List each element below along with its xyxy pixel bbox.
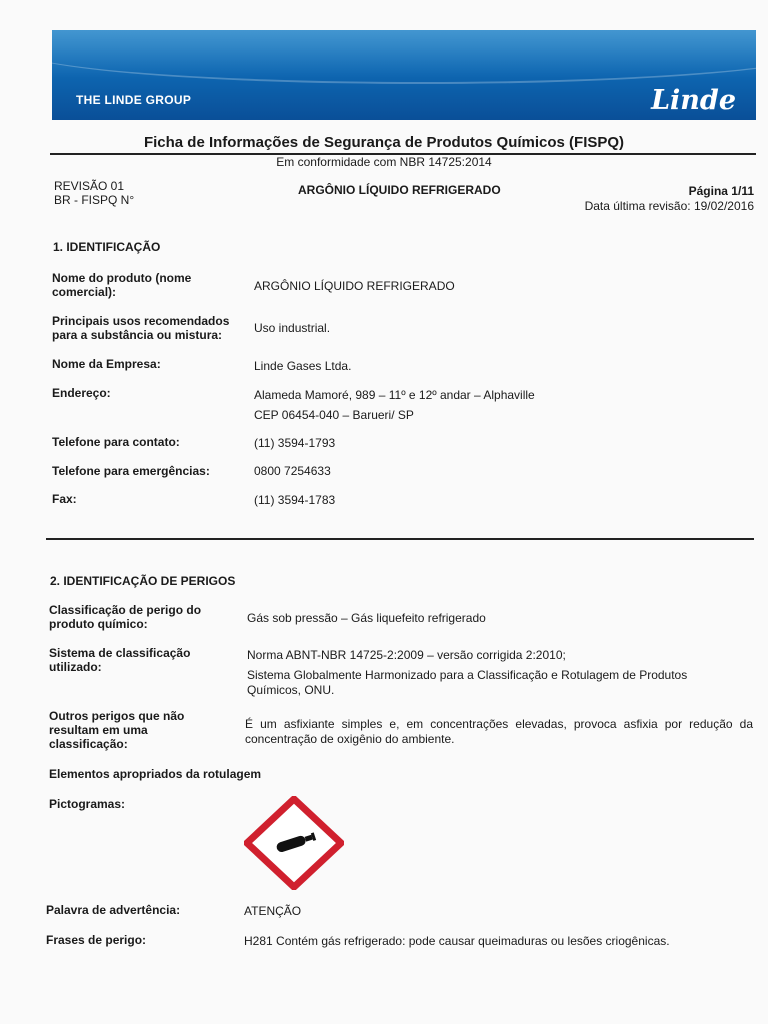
page-label: Página 1/11 — [688, 184, 754, 198]
document-title: Ficha de Informações de Segurança de Produtos Químicos (FISPQ) — [143, 134, 625, 151]
address-label: Endereço: — [52, 386, 111, 400]
classification-label: Classificação de perigo do produto químico: — [49, 603, 202, 631]
last-revision: Data última revisão: 19/02/2016 — [584, 199, 754, 213]
uses-value: Uso industrial. — [254, 321, 331, 335]
pictograms-label: Pictogramas: — [49, 797, 126, 811]
fispq-number: BR - FISPQ N° — [54, 193, 135, 207]
revision: REVISÃO 01 — [54, 179, 125, 193]
address-line1: Alameda Mamoré, 989 – 11º e 12º andar – Alphaville — [254, 388, 535, 402]
hazard-statement: H281 Contém gás refrigerado: pode causar queimaduras ou lesões criogênicas. — [244, 934, 670, 948]
classification-value: Gás sob pressão – Gás liquefeito refrigerado — [247, 611, 486, 625]
section-divider — [46, 538, 754, 540]
system-line1: Norma ABNT-NBR 14725-2:2009 – versão corrigida 2:2010; — [247, 648, 566, 662]
company-label: Nome da Empresa: — [52, 357, 161, 371]
fax-label: Fax: — [52, 492, 77, 506]
product-name-label: Nome do produto (nome comercial): — [52, 271, 192, 299]
signal-word-label: Palavra de advertência: — [46, 903, 181, 917]
product-name-value: ARGÔNIO LÍQUIDO REFRIGERADO — [254, 279, 455, 293]
header-banner — [52, 30, 756, 120]
fax-value: (11) 3594-1783 — [254, 493, 336, 507]
section1-heading: 1. IDENTIFICAÇÃO — [53, 240, 161, 254]
emergency-value: 0800 7254633 — [254, 464, 331, 478]
address-line2: CEP 06454-040 – Barueri/ SP — [254, 408, 414, 422]
phone-value: (11) 3594-1793 — [254, 436, 336, 450]
emergency-label: Telefone para emergências: — [52, 464, 210, 478]
system-label: Sistema de classificação utilizado: — [49, 646, 191, 674]
labeling-heading: Elementos apropriados da rotulagem — [49, 767, 262, 781]
hazard-statements-label: Frases de perigo: — [46, 933, 147, 947]
other-hazards-label: Outros perigos que não resultam em uma classificação: — [49, 709, 185, 751]
product-header: ARGÔNIO LÍQUIDO REFRIGERADO — [298, 183, 501, 197]
document-subtitle: Em conformidade com NBR 14725:2014 — [276, 155, 492, 169]
gas-cylinder-icon — [244, 796, 344, 890]
linde-logo: Linde — [651, 85, 736, 116]
other-hazards-value: É um asfixiante simples e, em concentrações elevadas, provoca asfixia por redução da concentração de oxigênio do ambiente. — [245, 717, 753, 746]
page-number — [689, 184, 754, 198]
section2-heading: 2. IDENTIFICAÇÃO DE PERIGOS — [50, 574, 236, 588]
phone-label: Telefone para contato: — [52, 435, 180, 449]
system-line2: Sistema Globalmente Harmonizado para a Classificação e Rotulagem de Produtos Químicos, ONU. — [247, 668, 688, 697]
group-name: THE LINDE GROUP — [76, 93, 192, 107]
signal-word-value: ATENÇÃO — [244, 904, 302, 918]
uses-label: Principais usos recomendados para a substância ou mistura: — [52, 314, 230, 342]
company-value: Linde Gases Ltda. — [254, 359, 352, 373]
